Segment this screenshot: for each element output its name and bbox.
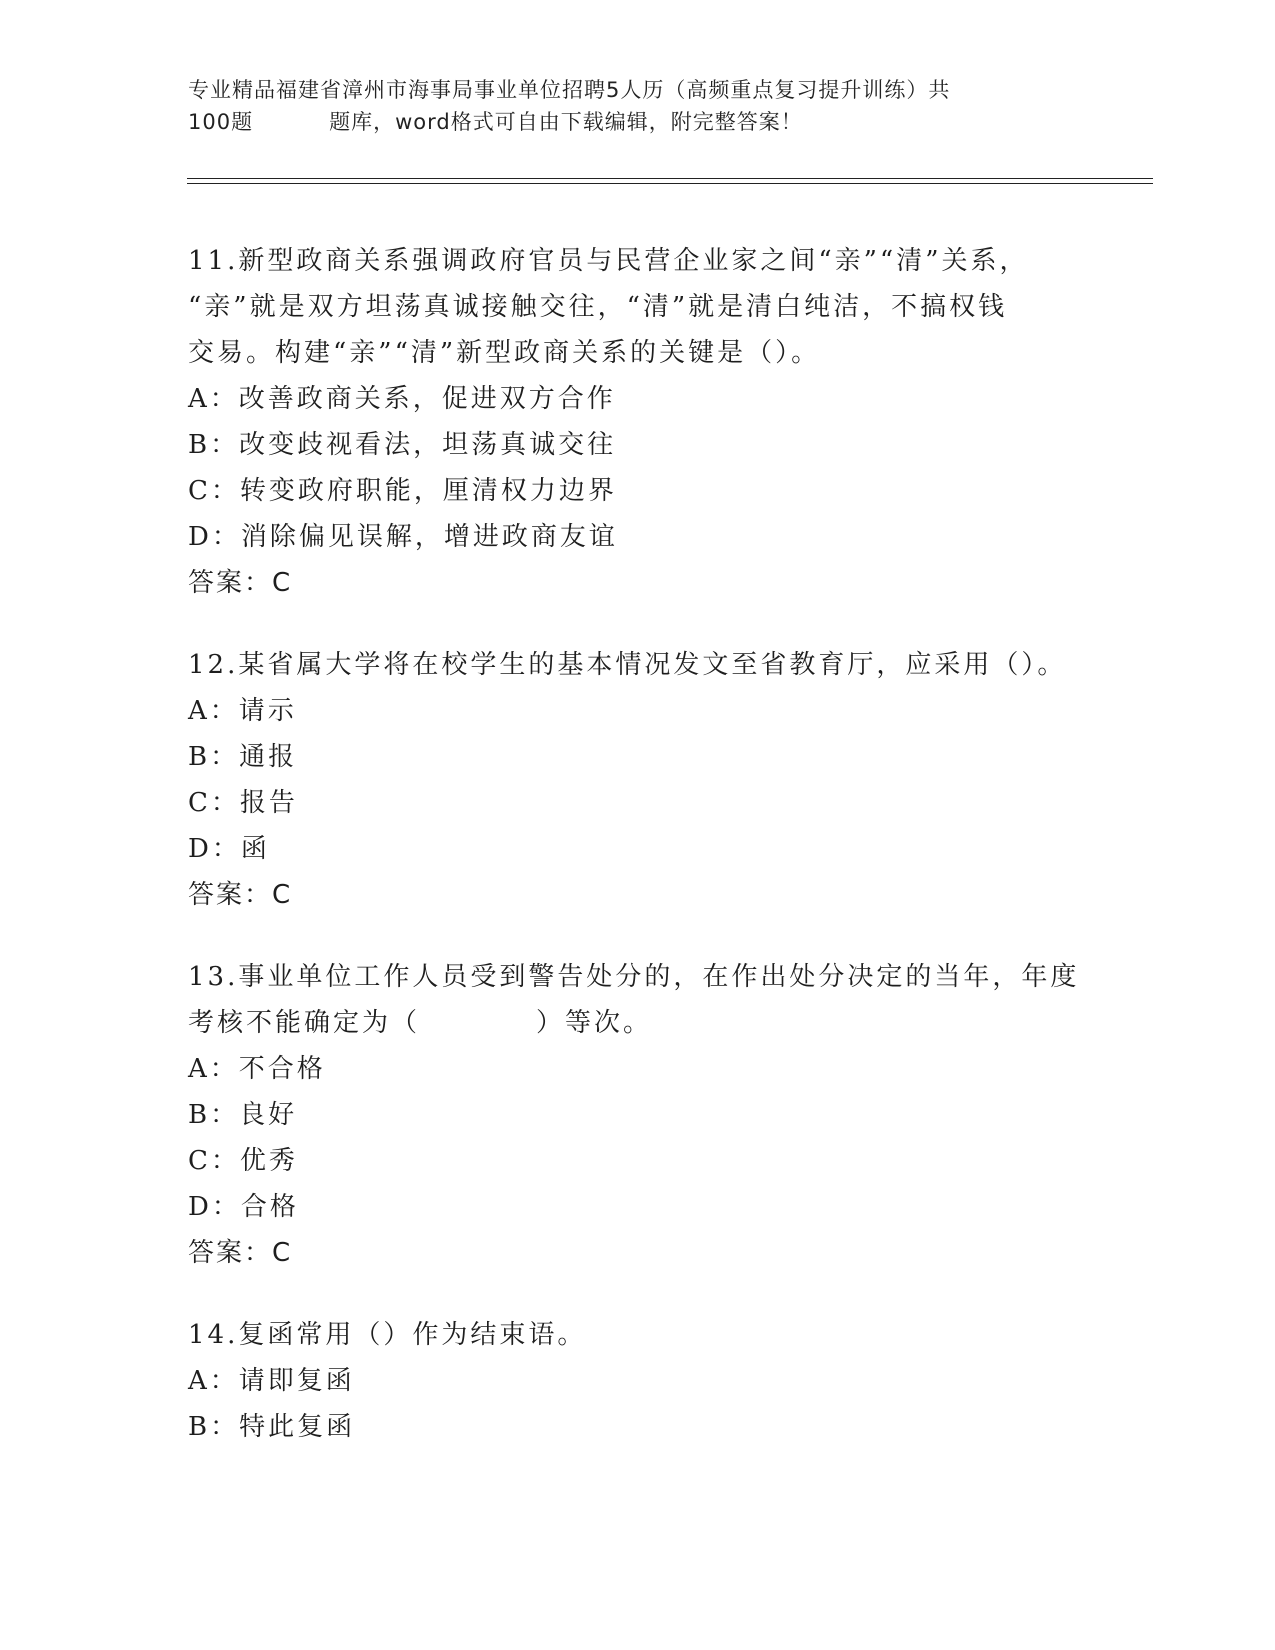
answer-key: 答案：C: [188, 568, 293, 598]
answer-option: A：改善政商关系，促进双方合作: [188, 384, 616, 414]
question-list: [188, 238, 1088, 1486]
answer-key: 答案：C: [188, 880, 293, 910]
answer-option: D：合格: [188, 1192, 299, 1222]
answer-option: A：请示: [188, 696, 297, 726]
header-rule-top: [187, 178, 1153, 179]
answer-option: C：优秀: [188, 1146, 298, 1176]
question-block: [188, 238, 1088, 606]
document-header: [188, 74, 1068, 138]
answer-option: B：通报: [188, 742, 298, 772]
question-block: [188, 642, 1088, 918]
question-stem-line: 交易。构建“亲”“清”新型政商关系的关键是（）。: [188, 338, 821, 368]
question-stem-line: 11.新型政商关系强调政府官员与民营企业家之间“亲”“清”关系，: [188, 246, 1029, 276]
question-stem-line: “亲”就是双方坦荡真诚接触交往，“清”就是清白纯洁，不搞权钱: [188, 292, 1008, 322]
answer-option: B：特此复函: [188, 1412, 356, 1442]
answer-option: B：良好: [188, 1100, 298, 1130]
answer-option: D：消除偏见误解，增进政商友谊: [188, 522, 618, 552]
answer-option: C：转变政府职能，厘清权力边界: [188, 476, 617, 506]
header-title-line-2: [188, 106, 1068, 138]
header-title-line-1: 专业精品福建省漳州市海事局事业单位招聘5人历（高频重点复习提升训练）共: [188, 78, 951, 102]
question-stem-line: 14.复函常用（）作为结束语。: [188, 1320, 587, 1350]
question-block: [188, 954, 1088, 1276]
header-question-count: 100题: [188, 110, 254, 134]
question-stem-line: 13.事业单位工作人员受到警告处分的，在作出处分决定的当年，年度: [188, 962, 1080, 992]
answer-option: C：报告: [188, 788, 298, 818]
header-rule-bottom: [187, 183, 1153, 184]
answer-option: B：改变歧视看法，坦荡真诚交往: [188, 430, 617, 460]
question-stem-line: 考核不能确定为（ ）等次。: [188, 1008, 653, 1038]
answer-option: A：不合格: [188, 1054, 326, 1084]
answer-option: A：请即复函: [188, 1366, 355, 1396]
header-subtitle: 题库，word格式可自由下载编辑，附完整答案！: [329, 110, 803, 134]
answer-option: D：函: [188, 834, 270, 864]
answer-key: 答案：C: [188, 1238, 293, 1268]
question-block: [188, 1312, 1088, 1450]
question-stem-line: 12.某省属大学将在校学生的基本情况发文至省教育厅，应采用（）。: [188, 650, 1067, 680]
